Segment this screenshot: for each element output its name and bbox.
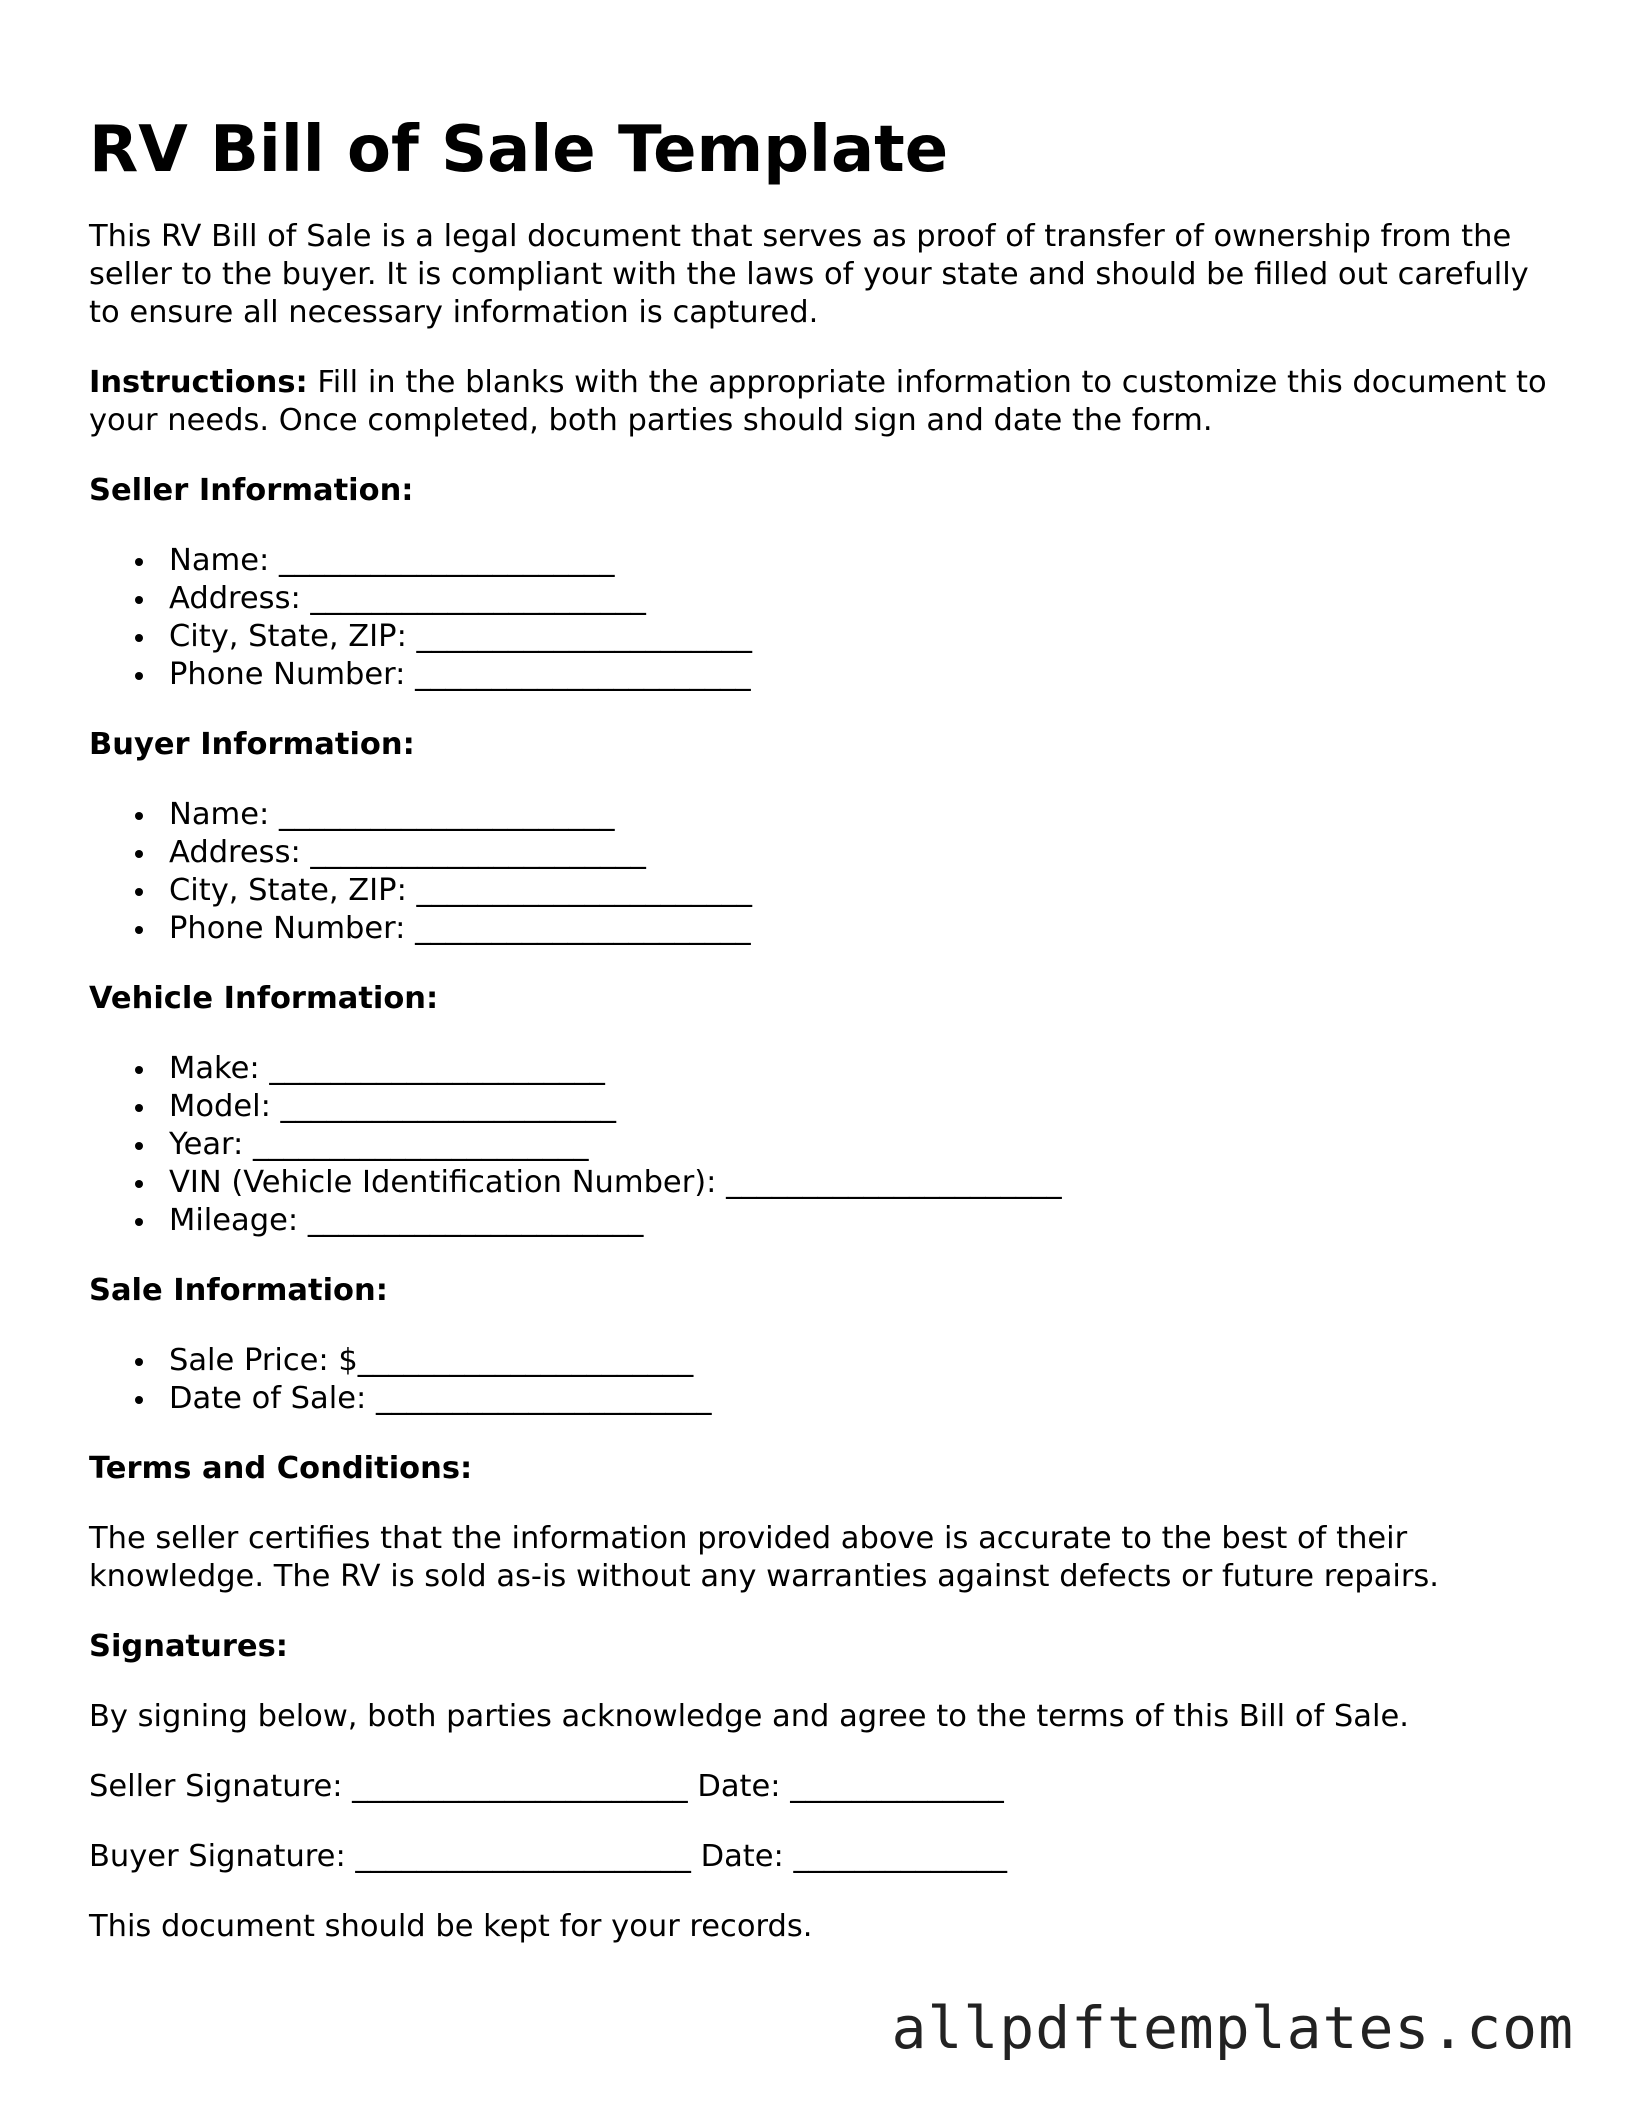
terms-heading: Terms and Conditions: [89,1451,473,1486]
field-label: Sale Price: $______________________ [169,1343,694,1378]
bullet-icon [135,850,143,858]
page-title: RV Bill of Sale Template [89,113,949,187]
buyer-fields [89,796,1559,948]
buyer-name-field[interactable] [89,796,1559,834]
buyer-city-state-zip-field[interactable] [89,872,1559,910]
sale-price-field[interactable] [89,1342,1559,1380]
intro-paragraph: This RV Bill of Sale is a legal document that serves as proof of transfer of ownership from the seller to the buyer. It is compliant with the laws of your state and should be filled out carefully to ensure all necessary information is captured. [89,219,1529,330]
buyer-signature-line[interactable]: Buyer Signature: ______________________ Date: ______________ [89,1839,1007,1874]
buyer-address-field[interactable] [89,834,1559,872]
seller-phone-field[interactable] [89,656,1559,694]
vehicle-year-field[interactable] [89,1126,1559,1164]
sale-date-field[interactable] [89,1380,1559,1418]
field-label: Name: ______________________ [169,797,615,832]
bullet-icon [135,558,143,566]
bullet-icon [135,1180,143,1188]
field-label: Phone Number: ______________________ [169,911,751,946]
bullet-icon [135,888,143,896]
bullet-icon [135,1358,143,1366]
field-label: VIN (Vehicle Identification Number): ______________________ [169,1165,1062,1200]
field-label: Date of Sale: ______________________ [169,1381,712,1416]
field-label: Name: ______________________ [169,543,615,578]
field-label: Phone Number: ______________________ [169,657,751,692]
seller-city-state-zip-field[interactable] [89,618,1559,656]
bullet-icon [135,672,143,680]
field-label: Address: ______________________ [169,835,646,870]
instructions-text: Fill in the blanks with the appropriate information to customize this document to your needs. Once completed, both parties should sign and date the form. [89,365,1547,438]
field-label: Mileage: ______________________ [169,1203,644,1238]
bullet-icon [135,812,143,820]
seller-address-field[interactable] [89,580,1559,618]
bullet-icon [135,1066,143,1074]
field-label: City, State, ZIP: ______________________ [169,873,753,908]
seller-name-field[interactable] [89,542,1559,580]
bullet-icon [135,926,143,934]
bullet-icon [135,634,143,642]
vehicle-heading: Vehicle Information: [89,981,439,1016]
buyer-phone-field[interactable] [89,910,1559,948]
sale-fields [89,1342,1559,1418]
signatures-paragraph: By signing below, both parties acknowledge and agree to the terms of this Bill of Sale. [89,1699,1409,1734]
bullet-icon [135,1396,143,1404]
field-label: City, State, ZIP: ______________________ [169,619,753,654]
vehicle-mileage-field[interactable] [89,1202,1559,1240]
bullet-icon [135,596,143,604]
signatures-heading: Signatures: [89,1629,288,1664]
field-label: Make: ______________________ [169,1051,605,1086]
vehicle-fields [89,1050,1559,1240]
instructions-paragraph [89,364,1559,440]
bullet-icon [135,1142,143,1150]
field-label: Address: ______________________ [169,581,646,616]
document-page [89,110,1559,1978]
sale-heading: Sale Information: [89,1273,388,1308]
vehicle-model-field[interactable] [89,1088,1559,1126]
bullet-icon [135,1104,143,1112]
buyer-heading: Buyer Information: [89,727,415,762]
bullet-icon [135,1218,143,1226]
records-note: This document should be kept for your records. [89,1909,813,1944]
instructions-label: Instructions: [89,365,308,400]
vehicle-make-field[interactable] [89,1050,1559,1088]
seller-fields [89,542,1559,694]
watermark-logo: allpdftemplates.com [891,1994,1574,2062]
seller-signature-line[interactable]: Seller Signature: ______________________ Date: ______________ [89,1769,1004,1804]
terms-paragraph: The seller certifies that the information provided above is accurate to the best of their knowledge. The RV is sold as-is without any warranties against defects or future repairs. [89,1521,1439,1594]
field-label: Model: ______________________ [169,1089,617,1124]
seller-heading: Seller Information: [89,473,414,508]
vehicle-vin-field[interactable] [89,1164,1559,1202]
field-label: Year: ______________________ [169,1127,589,1162]
